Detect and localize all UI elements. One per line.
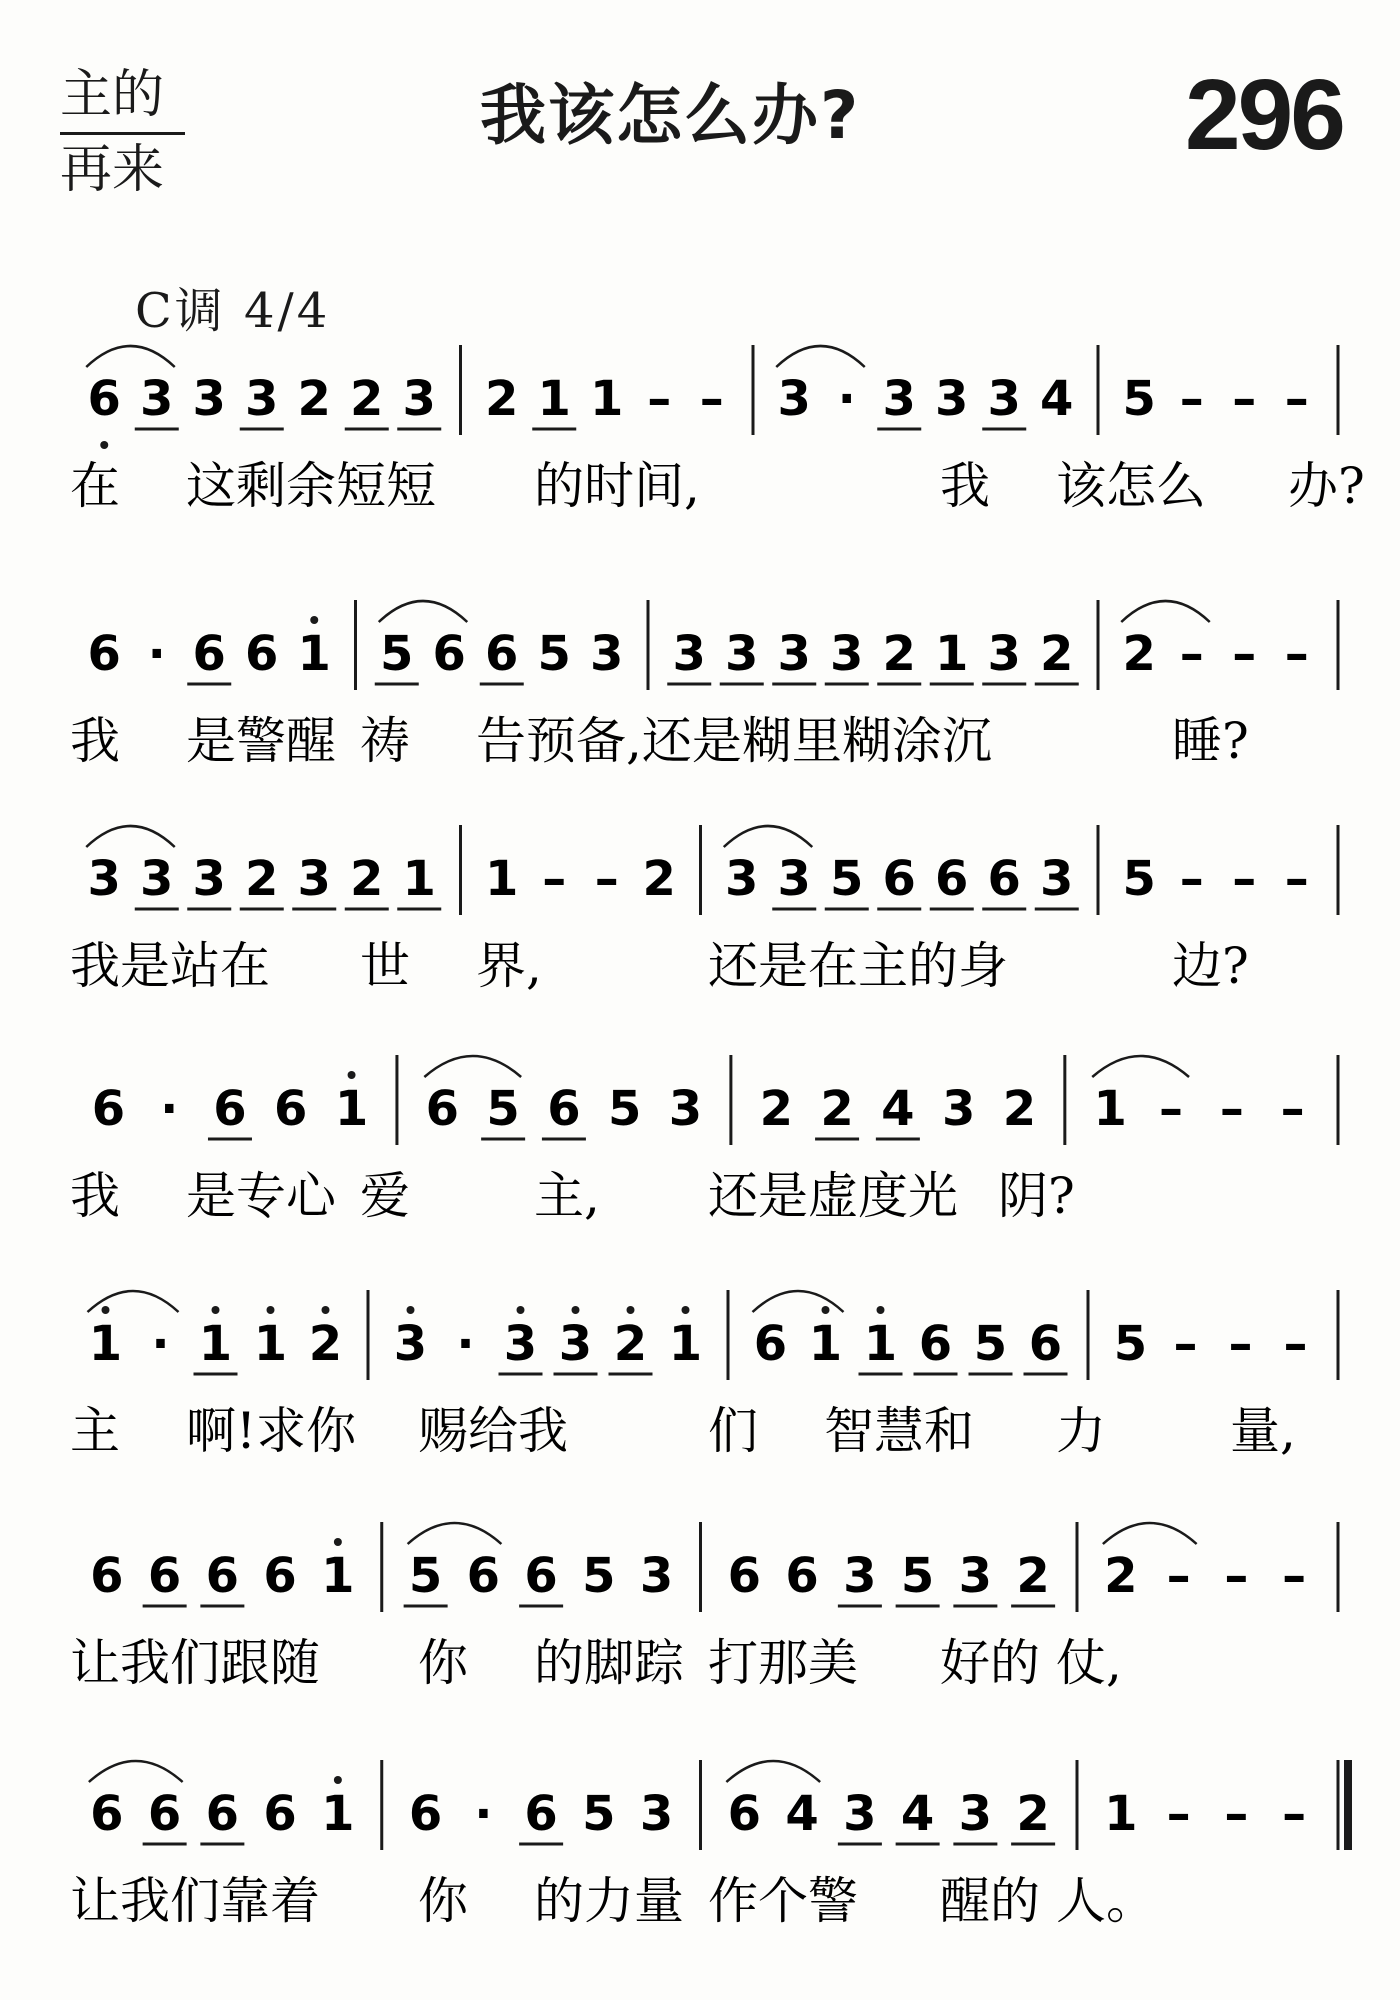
note: 3 — [843, 1786, 877, 1842]
measure — [409, 1786, 673, 1844]
lyric: 让我们跟随 — [70, 1634, 320, 1692]
lyric: 我 — [940, 457, 990, 515]
measure — [1103, 1523, 1306, 1604]
note: 1 — [402, 851, 436, 907]
lyric: 智慧和 — [824, 1402, 974, 1460]
note: 4 — [900, 1786, 935, 1842]
note: 6 — [192, 626, 226, 682]
slur — [424, 1056, 521, 1077]
octave-dot-high — [267, 1306, 275, 1314]
lyric: 是警醒 — [186, 712, 336, 770]
lyric: 作个警 — [708, 1872, 858, 1930]
note: 2 — [350, 851, 384, 907]
note: 3 — [958, 1548, 993, 1604]
note: 6 — [87, 371, 121, 427]
measure — [394, 1306, 702, 1374]
note: 6 — [91, 1081, 126, 1137]
dash: – — [1173, 1316, 1198, 1372]
slur — [86, 346, 175, 367]
lyric: 让我们靠着 — [70, 1872, 320, 1930]
lyric: 的力量 — [534, 1872, 684, 1930]
measure — [375, 601, 624, 684]
note: 3 — [672, 626, 706, 682]
measure — [89, 1761, 355, 1844]
note: 5 — [582, 1548, 616, 1604]
slur — [408, 1523, 502, 1544]
category-bottom: 再来 — [60, 140, 165, 200]
note: 2 — [1040, 626, 1074, 682]
measure — [760, 1081, 1037, 1139]
dash: – — [1219, 1081, 1244, 1137]
dash: – — [1282, 1548, 1307, 1604]
lyric: 赐给我 — [418, 1402, 568, 1460]
note: 3 — [777, 851, 811, 907]
lyric: 世 — [360, 937, 410, 995]
lyric: 打那美 — [708, 1634, 858, 1692]
octave-dot-high — [334, 1776, 342, 1784]
measure — [90, 1538, 354, 1606]
note: 2 — [297, 371, 331, 427]
note: 2 — [1016, 1548, 1050, 1604]
lyric: 办? — [1288, 457, 1365, 515]
dash: – — [699, 371, 724, 427]
note: 6 — [524, 1786, 558, 1842]
note: 2 — [759, 1081, 793, 1137]
hymn-number: 296 — [1185, 59, 1343, 171]
note: 6 — [547, 1081, 581, 1137]
note: 2 — [245, 851, 279, 907]
note: 1 — [863, 1316, 898, 1372]
dash: – — [594, 851, 619, 907]
octave-dot-high — [517, 1306, 525, 1314]
measure — [776, 346, 1073, 429]
lyric: 的时间, — [534, 457, 700, 515]
note: 2 — [642, 851, 676, 907]
lyric: 力 — [1056, 1402, 1106, 1460]
dash: – — [1179, 626, 1204, 682]
octave-dot-high — [212, 1306, 220, 1314]
slur — [1121, 601, 1210, 622]
note: 3 — [882, 371, 916, 427]
lyric: 好的 — [940, 1634, 1040, 1692]
measure — [728, 1548, 1055, 1606]
note: 3 — [393, 1316, 428, 1372]
note: 5 — [537, 626, 571, 682]
measure — [86, 346, 441, 449]
measure — [753, 1291, 1068, 1374]
note: 3 — [87, 851, 121, 907]
lyric: 们 — [708, 1402, 758, 1460]
note: 1 — [485, 851, 519, 907]
note: 6 — [205, 1548, 240, 1604]
octave-dot-high — [407, 1306, 415, 1314]
note: 2 — [1122, 626, 1156, 682]
note: 4 — [881, 1081, 915, 1137]
note: 3 — [725, 626, 759, 682]
system-5 — [70, 1290, 1338, 1460]
note: 3 — [558, 1316, 593, 1372]
note: 2 — [1104, 1548, 1138, 1604]
note: 2 — [350, 371, 384, 427]
note: 5 — [486, 1081, 520, 1137]
dash: – — [1284, 851, 1309, 907]
note: 2 — [485, 371, 519, 427]
note: 5 — [582, 1786, 616, 1842]
measure — [86, 826, 441, 909]
note: 6 — [408, 1786, 443, 1842]
note: 3 — [140, 371, 174, 427]
note: 4 — [1040, 371, 1074, 427]
note: 6 — [90, 1548, 124, 1604]
lyric: 我是站在 — [70, 937, 270, 995]
measure — [88, 616, 331, 684]
dot: · — [474, 1786, 493, 1842]
note: 1 — [88, 1316, 123, 1372]
lyric: 主, — [534, 1167, 600, 1225]
dash: – — [1166, 1786, 1191, 1842]
note: 3 — [987, 626, 1021, 682]
note: 5 — [380, 626, 414, 682]
slur — [379, 601, 468, 622]
note: 1 — [321, 1548, 355, 1604]
note: 1 — [297, 626, 331, 682]
octave-dot-high — [572, 1306, 580, 1314]
dash: – — [1179, 371, 1204, 427]
octave-dot-high — [310, 616, 318, 624]
lyric: 是专心 — [186, 1167, 336, 1225]
dash: – — [1283, 1316, 1308, 1372]
note: 1 — [935, 626, 969, 682]
lyric: 主 — [70, 1402, 120, 1460]
lyric: 你 — [418, 1872, 468, 1930]
note: 2 — [308, 1316, 343, 1372]
lyric: 告预备,还是糊里糊涂沉 — [476, 712, 992, 770]
note: 3 — [402, 371, 436, 427]
dash: – — [1159, 1081, 1184, 1137]
octave-dot-high — [102, 1306, 110, 1314]
note: 3 — [297, 851, 331, 907]
octave-dot-high — [682, 1306, 690, 1314]
lyric: 我 — [70, 1167, 120, 1225]
measure — [1114, 1316, 1308, 1372]
dash: – — [647, 371, 672, 427]
note: 6 — [753, 1316, 788, 1372]
note: 3 — [192, 851, 226, 907]
dash: – — [1232, 371, 1257, 427]
system-3 — [70, 825, 1338, 995]
lyric: 我 — [70, 712, 120, 770]
note: 6 — [263, 1786, 297, 1842]
lyric: 啊!求你 — [186, 1402, 357, 1460]
dot: · — [837, 371, 856, 427]
note: 2 — [1016, 1786, 1050, 1842]
note: 3 — [830, 626, 864, 682]
lyric: 祷 — [360, 712, 410, 770]
note: 5 — [830, 851, 864, 907]
note: 4 — [785, 1786, 819, 1842]
note: 6 — [882, 851, 916, 907]
measure — [485, 371, 724, 429]
octave-dot-high — [877, 1306, 885, 1314]
note: 5 — [973, 1316, 1008, 1372]
octave-dot-high — [334, 1538, 342, 1546]
note: 2 — [820, 1081, 854, 1137]
dash: – — [1179, 851, 1204, 907]
note: 6 — [274, 1081, 308, 1137]
system-4 — [70, 1055, 1338, 1225]
measure — [1123, 371, 1309, 427]
note: 3 — [245, 371, 279, 427]
note: 5 — [1122, 851, 1156, 907]
lyric: 还是虚度光 — [708, 1167, 958, 1225]
note: 3 — [639, 1548, 674, 1604]
slur — [88, 1291, 179, 1312]
note: 3 — [777, 371, 811, 427]
note: 1 — [808, 1316, 843, 1372]
note: 3 — [192, 371, 226, 427]
note: 1 — [334, 1081, 369, 1137]
note: 6 — [87, 626, 121, 682]
note: 1 — [1093, 1081, 1127, 1137]
note: 2 — [613, 1316, 648, 1372]
note: 3 — [1040, 851, 1074, 907]
slur — [753, 1291, 844, 1312]
lyric: 在 — [70, 457, 120, 515]
note: 1 — [590, 371, 624, 427]
note: 6 — [205, 1786, 240, 1842]
note: 3 — [777, 626, 811, 682]
note: 1 — [253, 1316, 288, 1372]
lyric: 边? — [1172, 937, 1249, 995]
system-7 — [70, 1760, 1348, 1930]
note: 6 — [524, 1548, 558, 1604]
lyric: 量, — [1230, 1402, 1296, 1460]
lyric: 你 — [418, 1634, 468, 1692]
lyric: 睡? — [1172, 712, 1249, 770]
dot: · — [147, 626, 166, 682]
slur — [724, 826, 813, 847]
lyric: 阴? — [998, 1167, 1075, 1225]
note: 6 — [987, 851, 1021, 907]
dash: – — [1228, 1316, 1253, 1372]
note: 6 — [147, 1548, 182, 1604]
octave-dot-low — [100, 441, 108, 449]
measure — [424, 1056, 702, 1139]
dash: – — [1284, 371, 1309, 427]
slur — [86, 826, 175, 847]
note: 6 — [432, 626, 466, 682]
measure — [88, 1291, 343, 1374]
slur — [1092, 1056, 1189, 1077]
note: 3 — [941, 1081, 976, 1137]
lyric: 界, — [476, 937, 542, 995]
measure — [667, 626, 1079, 684]
measure — [404, 1523, 674, 1606]
lyric: 仗, — [1056, 1634, 1122, 1692]
slur — [1103, 1523, 1197, 1544]
note: 1 — [198, 1316, 233, 1372]
note: 1 — [321, 1786, 355, 1842]
note: 5 — [1113, 1316, 1148, 1372]
dot: · — [151, 1316, 170, 1372]
measure — [1121, 601, 1309, 682]
dot: · — [456, 1316, 475, 1372]
dash: – — [1224, 1786, 1249, 1842]
note: 6 — [90, 1786, 124, 1842]
key-signature: C调 4/4 — [135, 283, 331, 339]
note: 3 — [725, 851, 759, 907]
note: 5 — [408, 1548, 443, 1604]
octave-dot-high — [822, 1306, 830, 1314]
note: 6 — [935, 851, 969, 907]
note: 6 — [147, 1786, 182, 1842]
lyric: 人。 — [1056, 1872, 1156, 1930]
lyric: 的脚踪 — [534, 1634, 684, 1692]
measure — [485, 851, 676, 907]
slur — [89, 1761, 183, 1782]
slur — [726, 1761, 820, 1782]
note: 5 — [608, 1081, 642, 1137]
note: 3 — [140, 851, 174, 907]
dash: – — [1280, 1081, 1305, 1137]
note: 5 — [1122, 371, 1156, 427]
slur — [776, 346, 865, 367]
octave-dot-high — [348, 1071, 356, 1079]
note: 6 — [918, 1316, 953, 1372]
octave-dot-high — [322, 1306, 330, 1314]
lyric: 醒的 — [940, 1872, 1040, 1930]
note: 6 — [485, 626, 519, 682]
dash: – — [1282, 1786, 1307, 1842]
note: 1 — [1104, 1786, 1138, 1842]
hymn-title: 我该怎么办? — [480, 77, 861, 154]
measure — [726, 1761, 1055, 1844]
measure — [1092, 1056, 1304, 1137]
dot: · — [160, 1081, 179, 1137]
note: 3 — [639, 1786, 674, 1842]
note: 1 — [537, 371, 571, 427]
lyric: 还是在主的身 — [708, 937, 1008, 995]
measure — [1104, 1786, 1306, 1842]
note: 6 — [785, 1548, 819, 1604]
note: 1 — [668, 1316, 703, 1372]
note: 3 — [935, 371, 969, 427]
note: 3 — [590, 626, 624, 682]
note: 6 — [727, 1548, 762, 1604]
dash: – — [1166, 1548, 1191, 1604]
note: 3 — [958, 1786, 993, 1842]
dash: – — [1224, 1548, 1249, 1604]
system-6 — [70, 1522, 1338, 1692]
note: 6 — [466, 1548, 501, 1604]
note: 6 — [263, 1548, 297, 1604]
dash: – — [1232, 851, 1257, 907]
note: 6 — [727, 1786, 762, 1842]
system-2 — [70, 600, 1338, 770]
note: 3 — [987, 371, 1021, 427]
note: 5 — [900, 1548, 935, 1604]
note: 3 — [503, 1316, 538, 1372]
dash: – — [542, 851, 567, 907]
category-top: 主的 — [60, 60, 185, 135]
lyric: 该怎么 — [1056, 457, 1206, 515]
note: 6 — [245, 626, 279, 682]
note: 3 — [843, 1548, 877, 1604]
measure — [92, 1071, 369, 1139]
lyric: 这剩余短短 — [186, 457, 436, 515]
dash: – — [1284, 626, 1309, 682]
note: 3 — [668, 1081, 703, 1137]
octave-dot-high — [627, 1306, 635, 1314]
lyric: 爱 — [360, 1167, 410, 1225]
note: 6 — [213, 1081, 247, 1137]
measure — [1123, 851, 1309, 907]
note: 2 — [1002, 1081, 1037, 1137]
dash: – — [1232, 626, 1257, 682]
note: 6 — [425, 1081, 460, 1137]
system-1 — [70, 345, 1365, 515]
note: 2 — [882, 626, 916, 682]
measure — [724, 826, 1079, 909]
note: 6 — [1028, 1316, 1063, 1372]
